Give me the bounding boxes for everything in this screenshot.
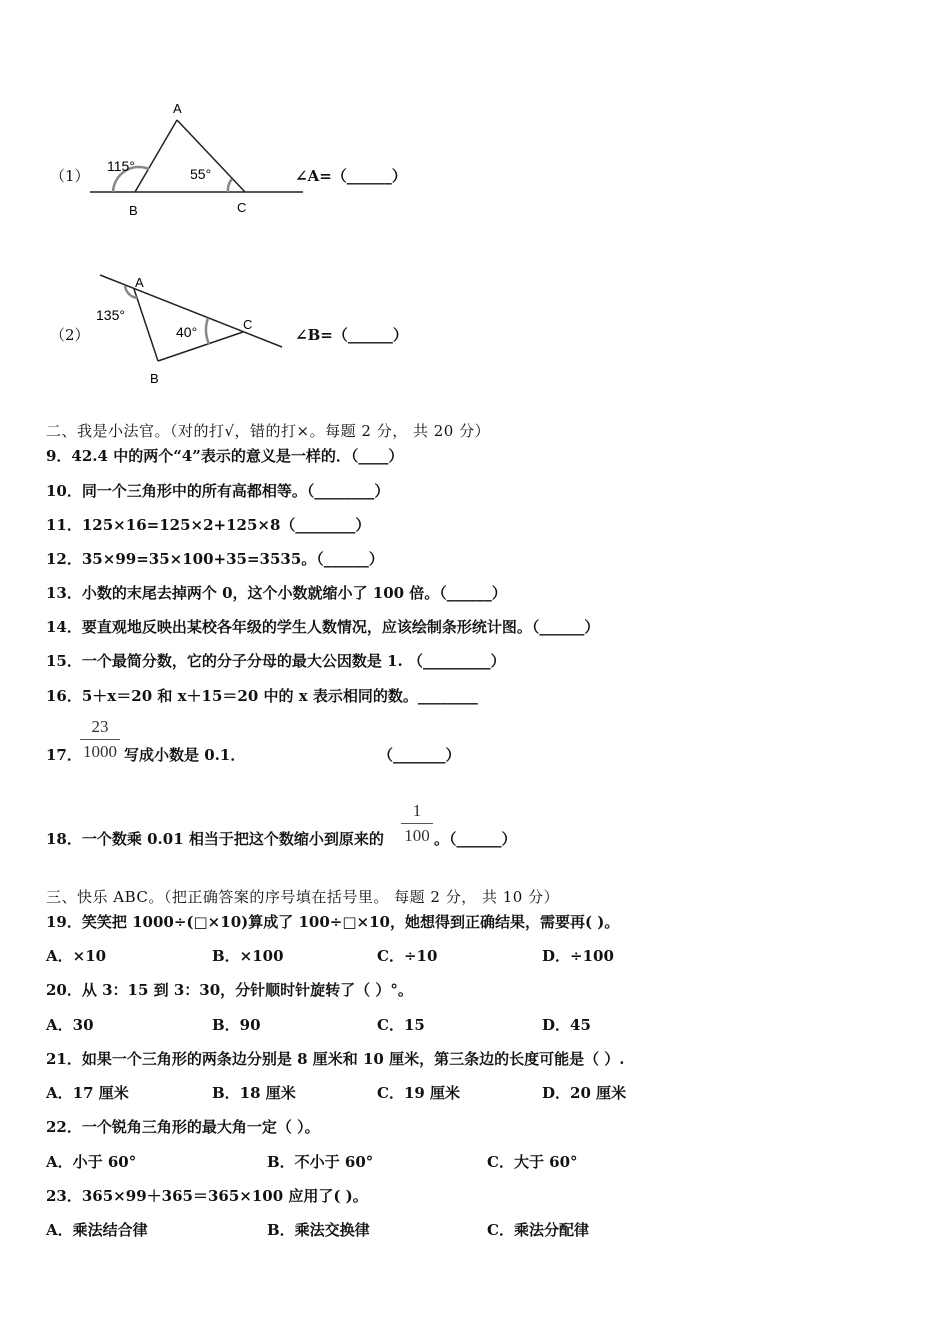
q20-option-d: D．45 (542, 1016, 591, 1034)
question-16: 16．5＋x＝20 和 x＋15＝20 中的 x 表示相同的数。________ (46, 687, 478, 705)
q19-option-c: C．÷10 (377, 947, 438, 965)
question-23: 23．365×99＋365＝365×100 应用了( )。 (46, 1187, 368, 1205)
fig1-angle-115: 115° (107, 158, 135, 174)
fraction-1-100 (401, 801, 433, 846)
question-18-blank: 。（______） (434, 830, 517, 848)
triangle-figure-2 (90, 265, 290, 390)
q19-option-a: A．×10 (46, 947, 107, 965)
question-22: 22．一个锐角三角形的最大角一定（ ）。 (46, 1118, 320, 1136)
q23-option-b: B．乘法交换律 (267, 1221, 370, 1239)
section2-header: 二、我是小法官。（对的打√，错的打×。每题 2 分， 共 20 分） (46, 422, 491, 440)
question-17-blank: （_______） (378, 746, 461, 764)
q23-option-c: C．乘法分配律 (487, 1221, 589, 1239)
fraction-denominator: 1000 (83, 742, 117, 761)
question-18-text: 18．一个数乘 0.01 相当于把这个数缩小到原来的 (46, 830, 384, 848)
q23-option-a: A．乘法结合律 (46, 1221, 148, 1239)
fig1-vertex-c: C (237, 200, 247, 215)
question-13: 13．小数的末尾去掉两个 0，这个小数就缩小了 100 倍。（______） (46, 584, 507, 602)
fig2-angle-40: 40° (176, 324, 198, 340)
q22-option-a: A．小于 60° (46, 1153, 137, 1171)
fraction-denominator: 100 (404, 826, 430, 845)
fraction-23-1000 (80, 717, 120, 762)
question-17-text: 写成小数是 0.1． (124, 746, 246, 764)
q20-option-a: A．30 (46, 1016, 94, 1034)
question-12: 12．35×99=35×100+35=3535。（______） (46, 550, 384, 568)
q20-option-c: C．15 (377, 1016, 425, 1034)
q21-option-a: A．17 厘米 (46, 1084, 129, 1102)
q20-option-b: B．90 (212, 1016, 261, 1034)
fraction-numerator: 1 (412, 801, 422, 820)
figure1-label: （1） (50, 167, 90, 185)
q21-option-d: D．20 厘米 (542, 1084, 627, 1102)
fig2-vertex-a: A (135, 275, 144, 290)
question-21: 21．如果一个三角形的两条边分别是 8 厘米和 10 厘米，第三条边的长度可能是（ ）. (46, 1050, 625, 1068)
question-20: 20．从 3：15 到 3：30，分针顺时针旋转了（ ）°。 (46, 981, 413, 999)
fig2-question: ∠B=（______） (295, 326, 408, 344)
fig2-angle-135: 135° (96, 307, 125, 323)
figure2-label: （2） (50, 326, 90, 344)
triangle-figure-1 (85, 95, 310, 225)
fig1-question: ∠A=（______） (295, 167, 407, 185)
q19-option-d: D．÷100 (542, 947, 614, 965)
question-9: 9．42.4 中的两个“4”表示的意义是一样的．（____） (46, 447, 404, 465)
q21-option-b: B．18 厘米 (212, 1084, 296, 1102)
question-19: 19．笑笑把 1000÷(□×10)算成了 100÷□×10，她想得到正确结果，需要再( )。 (46, 913, 620, 931)
q22-option-c: C．大于 60° (487, 1153, 578, 1171)
q21-option-c: C．19 厘米 (377, 1084, 461, 1102)
fig1-angle-55: 55° (190, 166, 212, 182)
question-11: 11．125×16=125×2+125×8（________） (46, 516, 371, 534)
q22-option-b: B．不小于 60° (267, 1153, 374, 1171)
q19-option-b: B．×100 (212, 947, 284, 965)
question-15: 15．一个最简分数，它的分子分母的最大公因数是 1. （_________） (46, 652, 506, 670)
question-10: 10．同一个三角形中的所有高都相等。（________） (46, 482, 390, 500)
question-17-number: 17． (46, 746, 82, 764)
fig1-vertex-b: B (129, 203, 138, 218)
section3-header: 三、快乐 ABC。（把正确答案的序号填在括号里。 每题 2 分， 共 10 分） (46, 888, 560, 906)
fig2-vertex-b: B (150, 371, 159, 386)
fig1-vertex-a: A (173, 101, 182, 116)
fig2-vertex-c: C (243, 317, 253, 332)
question-14: 14．要直观地反映出某校各年级的学生人数情况，应该绘制条形统计图。（______） (46, 618, 600, 636)
fraction-numerator: 23 (91, 717, 109, 736)
